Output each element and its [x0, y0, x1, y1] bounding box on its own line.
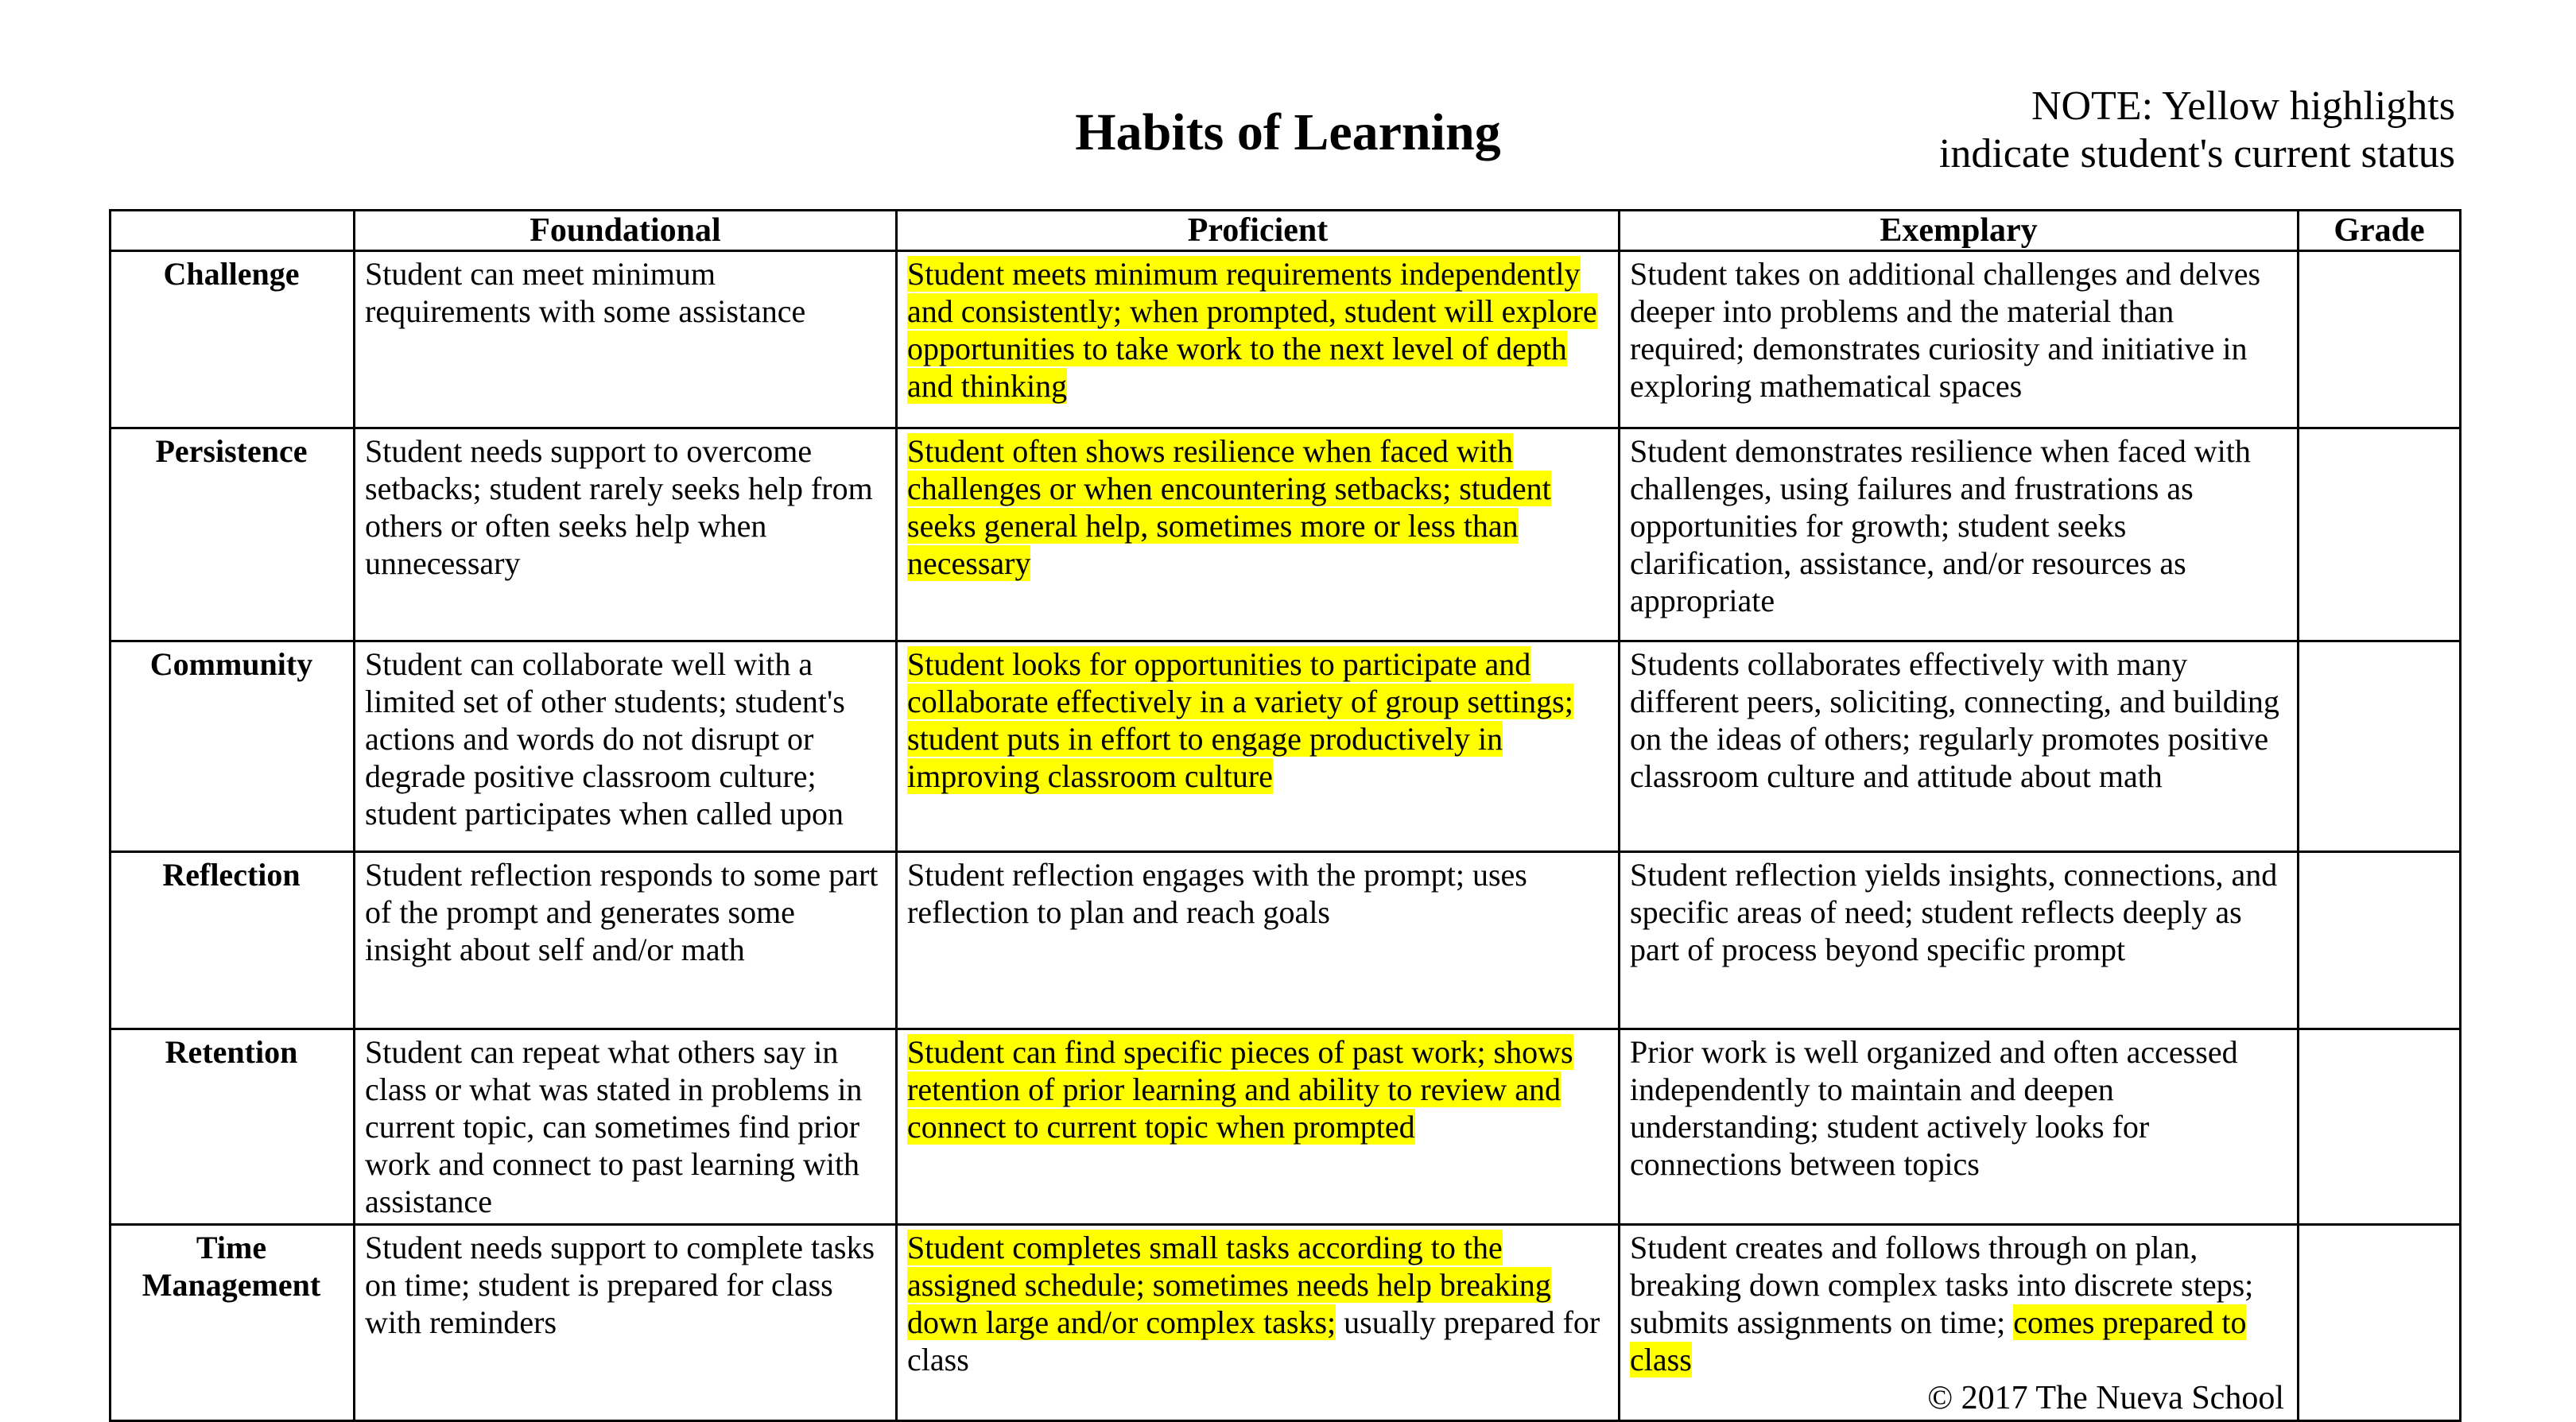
table-row-reflection [111, 852, 2461, 1029]
cell-persistence-grade [2299, 428, 2461, 641]
table-row-retention [111, 1029, 2461, 1225]
highlighted-text: Student meets minimum requirements independently and consistently; when prompted, student will explore opportunities to take work to the next level of depth and thinking [907, 256, 1597, 404]
cell-community-grade [2299, 641, 2461, 852]
status-note-line2: indicate student's current status [1938, 131, 2455, 176]
cell-challenge-proficient [897, 251, 1620, 428]
cell-text: Students collaborates effectively with many different peers, soliciting, connecting, and building on the ideas of others; regularly promotes positive classroom culture and attitude about math [1630, 646, 2279, 794]
cell-text: Student needs support to complete tasks on time; student is prepared for class with reminders [365, 1230, 875, 1340]
row-label-challenge: Challenge [111, 251, 355, 428]
highlighted-text: Student completes small tasks according to the assigned schedule; sometimes needs help breaking down large and/or complex tasks; [907, 1230, 1551, 1340]
cell-persistence-foundational [355, 428, 897, 641]
header-proficient: Proficient [897, 211, 1620, 251]
highlighted-text: Student often shows resilience when faced with challenges or when encountering setbacks; student seeks general help, sometimes more or less than necessary [907, 433, 1551, 581]
cell-text: Student takes on additional challenges and delves deeper into problems and the material than required; demonstrates curiosity and initiative in exploring mathematical spaces [1630, 256, 2261, 404]
row-label-persistence: Persistence [111, 428, 355, 641]
table-row-community [111, 641, 2461, 852]
cell-challenge-grade [2299, 251, 2461, 428]
highlighted-text: comes prepared to class [1630, 1304, 2247, 1377]
header-exemplary: Exemplary [1620, 211, 2299, 251]
cell-time-management-exemplary [1620, 1225, 2299, 1421]
cell-community-exemplary [1620, 641, 2299, 852]
cell-text: Student can repeat what others say in class or what was stated in problems in current topic, can sometimes find prior work and connect to past learning with assistance [365, 1034, 863, 1219]
header-grade: Grade [2299, 211, 2461, 251]
cell-community-foundational [355, 641, 897, 852]
highlighted-text: Student looks for opportunities to participate and collaborate effectively in a variety of group settings; student puts in effort to engage productively in improving classroom culture [907, 646, 1573, 794]
cell-text: Student can meet minimum requirements with some assistance [365, 256, 806, 329]
rubric-table [109, 209, 2462, 1422]
cell-text: Student creates and follows through on plan, breaking down complex tasks into discrete steps; submits assignments on time; [1630, 1230, 2254, 1340]
status-note [1939, 83, 2455, 178]
header-row [111, 211, 2461, 251]
table-row-challenge [111, 251, 2461, 428]
cell-challenge-exemplary [1620, 251, 2299, 428]
cell-persistence-exemplary [1620, 428, 2299, 641]
header-criterion [111, 211, 355, 251]
page-title: Habits of Learning [1075, 103, 1501, 161]
cell-text: Student demonstrates resilience when faced with challenges, using failures and frustrations as opportunities for growth; student seeks clarification, assistance, and/or resources as appropriate [1630, 433, 2251, 618]
table-row-time-management [111, 1225, 2461, 1421]
row-label-reflection: Reflection [111, 852, 355, 1029]
cell-retention-proficient [897, 1029, 1620, 1225]
cell-time-management-proficient [897, 1225, 1620, 1421]
copyright: © 2017 The Nueva School [1927, 1380, 2284, 1416]
row-label-retention: Retention [111, 1029, 355, 1225]
cell-reflection-grade [2299, 852, 2461, 1029]
cell-time-management-grade [2299, 1225, 2461, 1421]
cell-retention-foundational [355, 1029, 897, 1225]
cell-reflection-exemplary [1620, 852, 2299, 1029]
cell-text: Student reflection engages with the prompt; uses reflection to plan and reach goals [907, 857, 1527, 930]
cell-community-proficient [897, 641, 1620, 852]
cell-text: Student can collaborate well with a limited set of other students; student's actions and words do not disrupt or degrade positive classroom culture; student participates when called upon [365, 646, 845, 831]
cell-challenge-foundational [355, 251, 897, 428]
cell-text: Student reflection responds to some part of the prompt and generates some insight about self and/or math [365, 857, 879, 967]
cell-text: Student needs support to overcome setbacks; student rarely seeks help from others or often seeks help when unnecessary [365, 433, 873, 581]
status-note-line1: NOTE: Yellow highlights [2031, 83, 2455, 129]
highlighted-text: Student can find specific pieces of past work; shows retention of prior learning and ability to review and connect to current topic when prompted [907, 1034, 1573, 1145]
header-foundational: Foundational [355, 211, 897, 251]
cell-reflection-proficient [897, 852, 1620, 1029]
cell-reflection-foundational [355, 852, 897, 1029]
cell-time-management-foundational [355, 1225, 897, 1421]
cell-text: usually prepared for class [907, 1304, 1600, 1377]
cell-text: Student reflection yields insights, connections, and specific areas of need; student reflects deeply as part of process beyond specific prompt [1630, 857, 2278, 967]
row-label-community: Community [111, 641, 355, 852]
table-row-persistence [111, 428, 2461, 641]
cell-retention-grade [2299, 1029, 2461, 1225]
row-label-time-management: Time Management [111, 1225, 355, 1421]
cell-persistence-proficient [897, 428, 1620, 641]
cell-retention-exemplary [1620, 1029, 2299, 1225]
cell-text: Prior work is well organized and often accessed independently to maintain and deepen understanding; student actively looks for connections between topics [1630, 1034, 2238, 1182]
